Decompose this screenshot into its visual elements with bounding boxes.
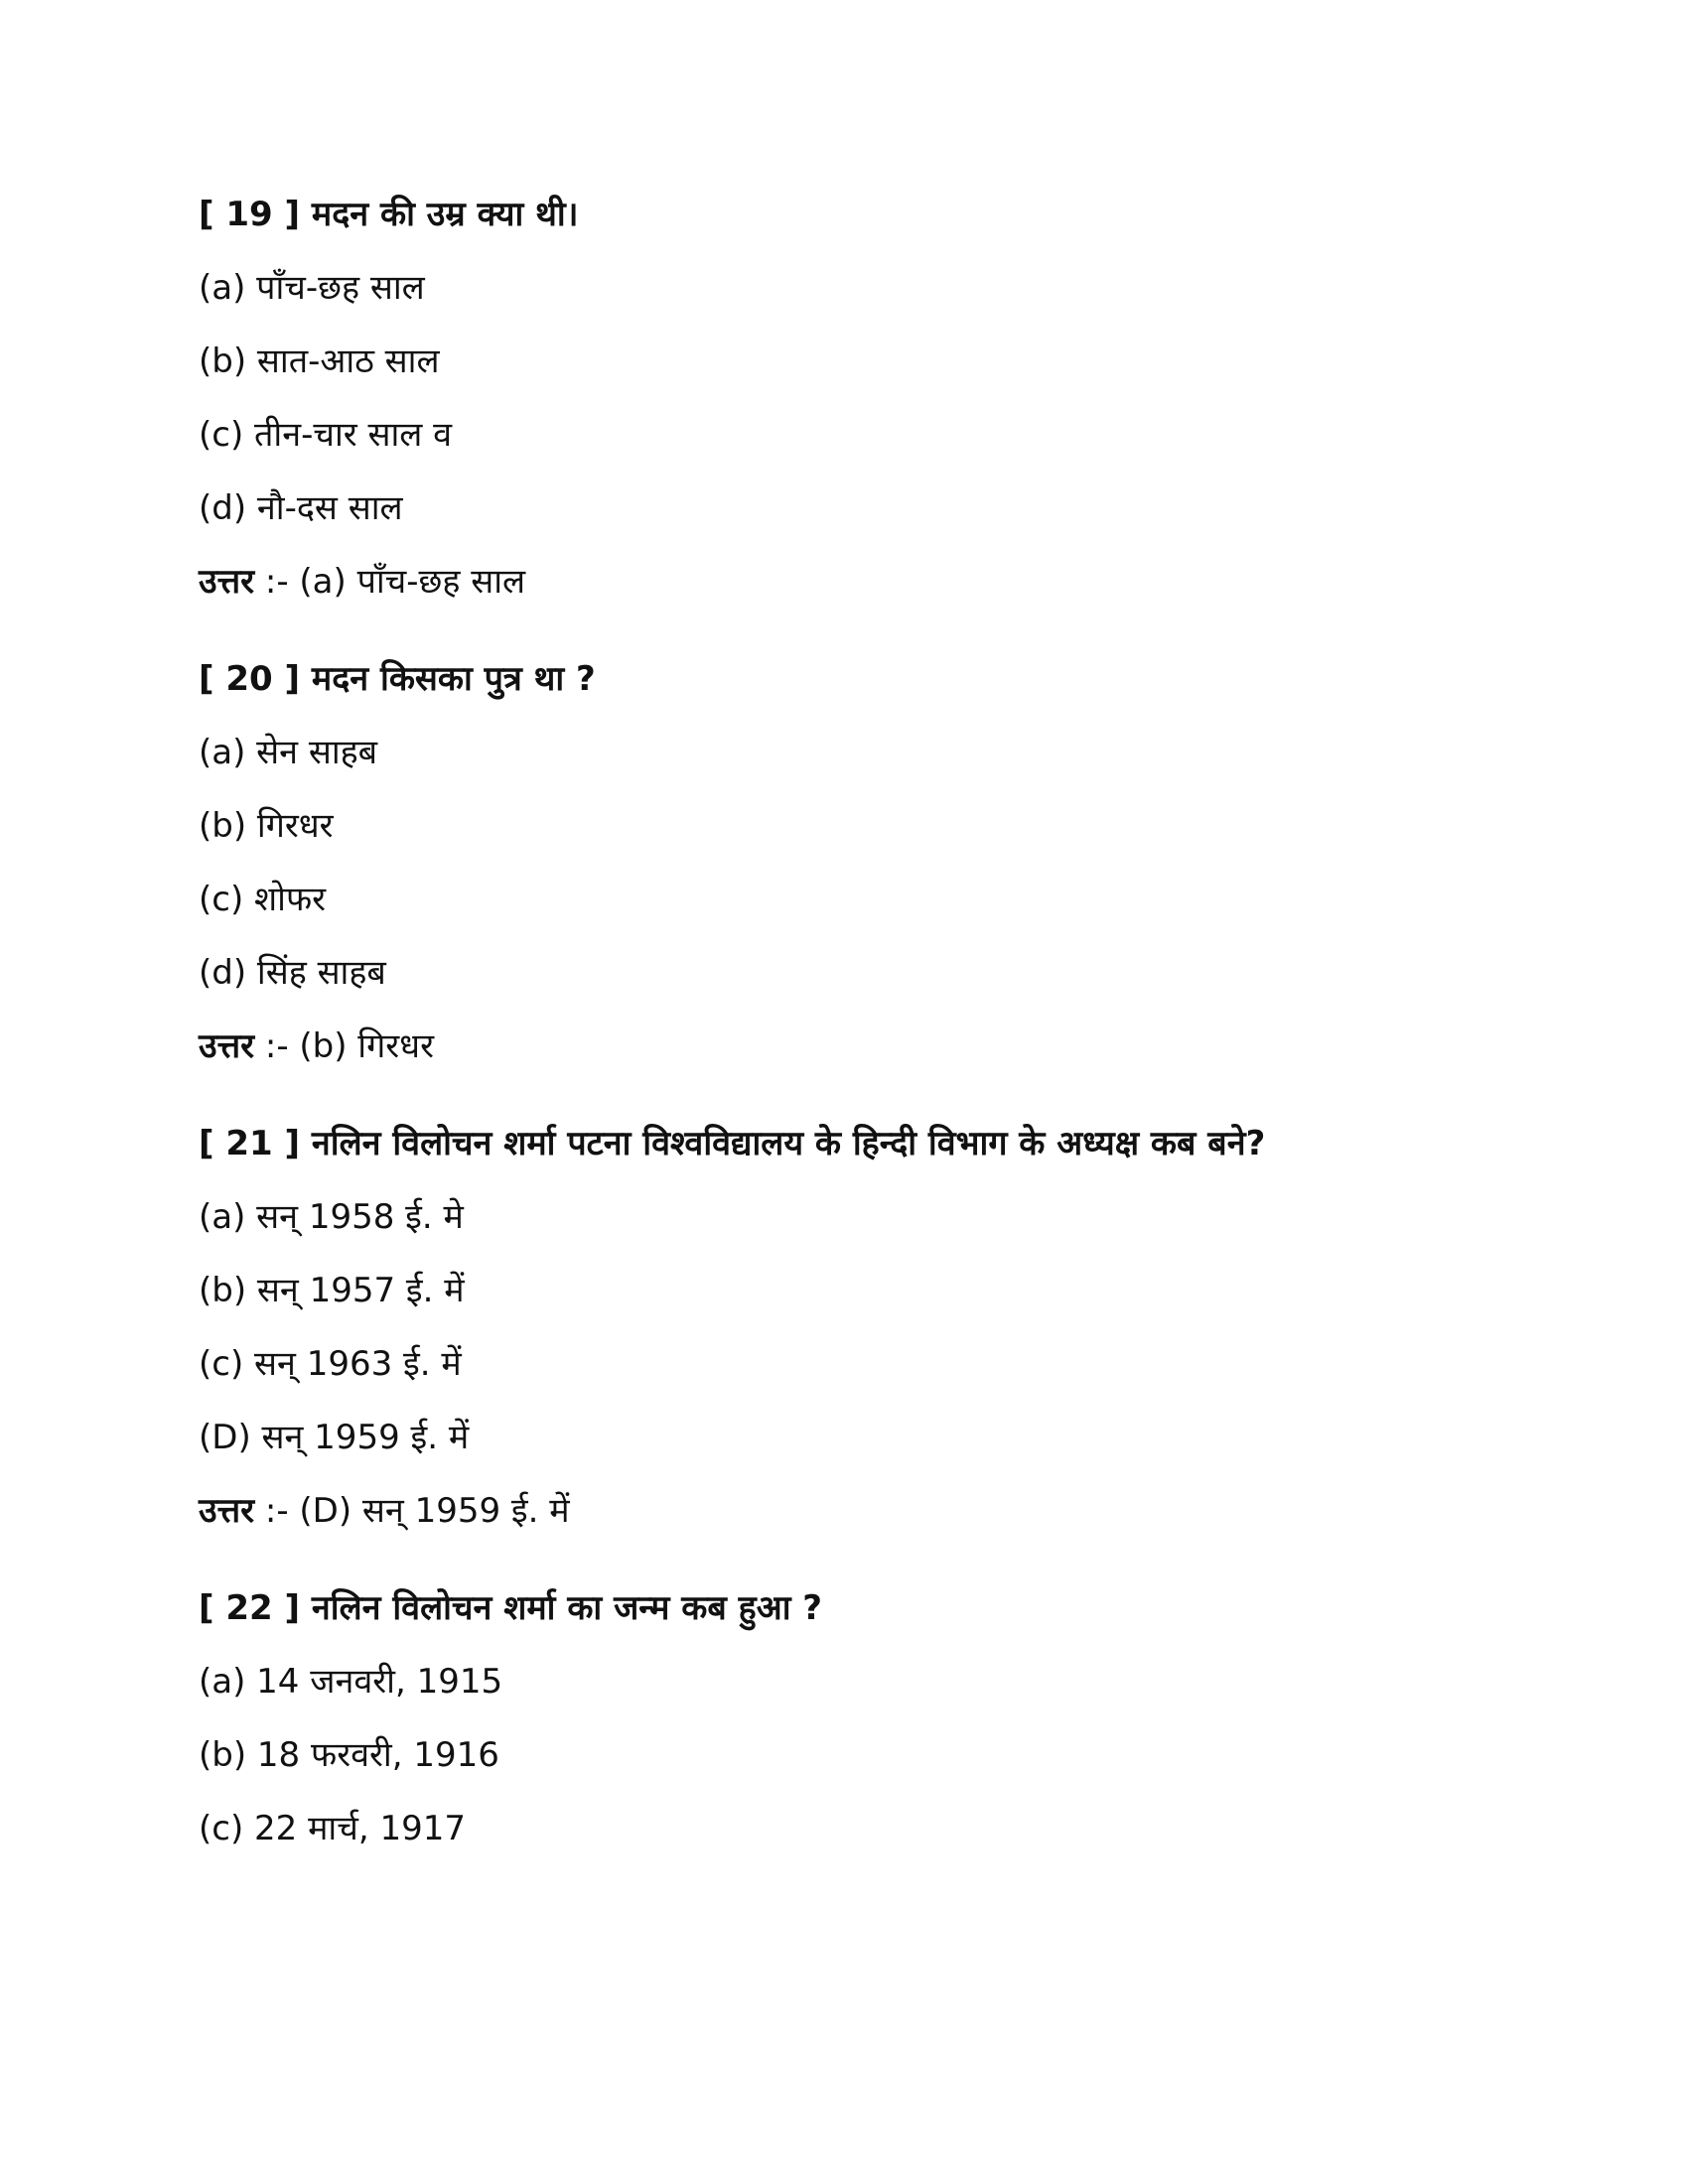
option-a: (a) पाँच-छह साल xyxy=(199,268,425,308)
answer-label: उत्तर xyxy=(199,562,255,602)
question-number: [ 19 ] xyxy=(199,195,301,234)
question-text: नलिन विलोचन शर्मा पटना विश्वविद्यालय के हिन्दी विभाग के अध्यक्ष कब बने? xyxy=(311,1124,1266,1163)
question-number: [ 21 ] xyxy=(199,1124,301,1163)
document-page xyxy=(199,192,1509,1903)
answer-text: :- (a) पाँच-छह साल xyxy=(264,562,526,602)
option-d: (d) सिंह साहब xyxy=(199,953,386,993)
question-block xyxy=(199,1121,1509,1534)
question-heading xyxy=(199,1121,1509,1166)
option-a: (a) 14 जनवरी, 1915 xyxy=(199,1662,503,1702)
answer-text: :- (b) गिरधर xyxy=(264,1026,434,1066)
question-number: [ 22 ] xyxy=(199,1588,301,1628)
option-c: (c) सन् 1963 ई. में xyxy=(199,1344,462,1384)
option-c: (c) 22 मार्च, 1917 xyxy=(199,1809,466,1848)
option-d: (d) नौ-दस साल xyxy=(199,488,403,528)
answer-label: उत्तर xyxy=(199,1026,255,1066)
answer-line xyxy=(199,559,1509,605)
question-heading xyxy=(199,1585,1509,1631)
option-d: (D) सन् 1959 ई. में xyxy=(199,1418,470,1457)
answer-text: :- (D) सन् 1959 ई. में xyxy=(264,1491,570,1531)
option-c: (c) तीन-चार साल व xyxy=(199,415,453,455)
option-a: (a) सेन साहब xyxy=(199,733,378,772)
option-b: (b) सन् 1957 ई. में xyxy=(199,1271,465,1310)
question-block xyxy=(199,1585,1509,1851)
option-a: (a) सन् 1958 ई. मे xyxy=(199,1197,464,1237)
question-text: नलिन विलोचन शर्मा का जन्म कब हुआ ? xyxy=(311,1588,823,1628)
answer-line xyxy=(199,1488,1509,1534)
answer-line xyxy=(199,1024,1509,1069)
question-block xyxy=(199,656,1509,1069)
question-heading xyxy=(199,192,1509,237)
answer-label: उत्तर xyxy=(199,1491,255,1531)
question-text: मदन किसका पुत्र था ? xyxy=(311,659,596,699)
question-block xyxy=(199,192,1509,605)
option-b: (b) 18 फरवरी, 1916 xyxy=(199,1735,499,1775)
question-text: मदन की उम्र क्या थी। xyxy=(311,195,579,234)
question-heading xyxy=(199,656,1509,702)
option-b: (b) सात-आठ साल xyxy=(199,341,440,381)
option-b: (b) गिरधर xyxy=(199,806,334,846)
question-number: [ 20 ] xyxy=(199,659,301,699)
option-c: (c) शोफर xyxy=(199,880,327,919)
